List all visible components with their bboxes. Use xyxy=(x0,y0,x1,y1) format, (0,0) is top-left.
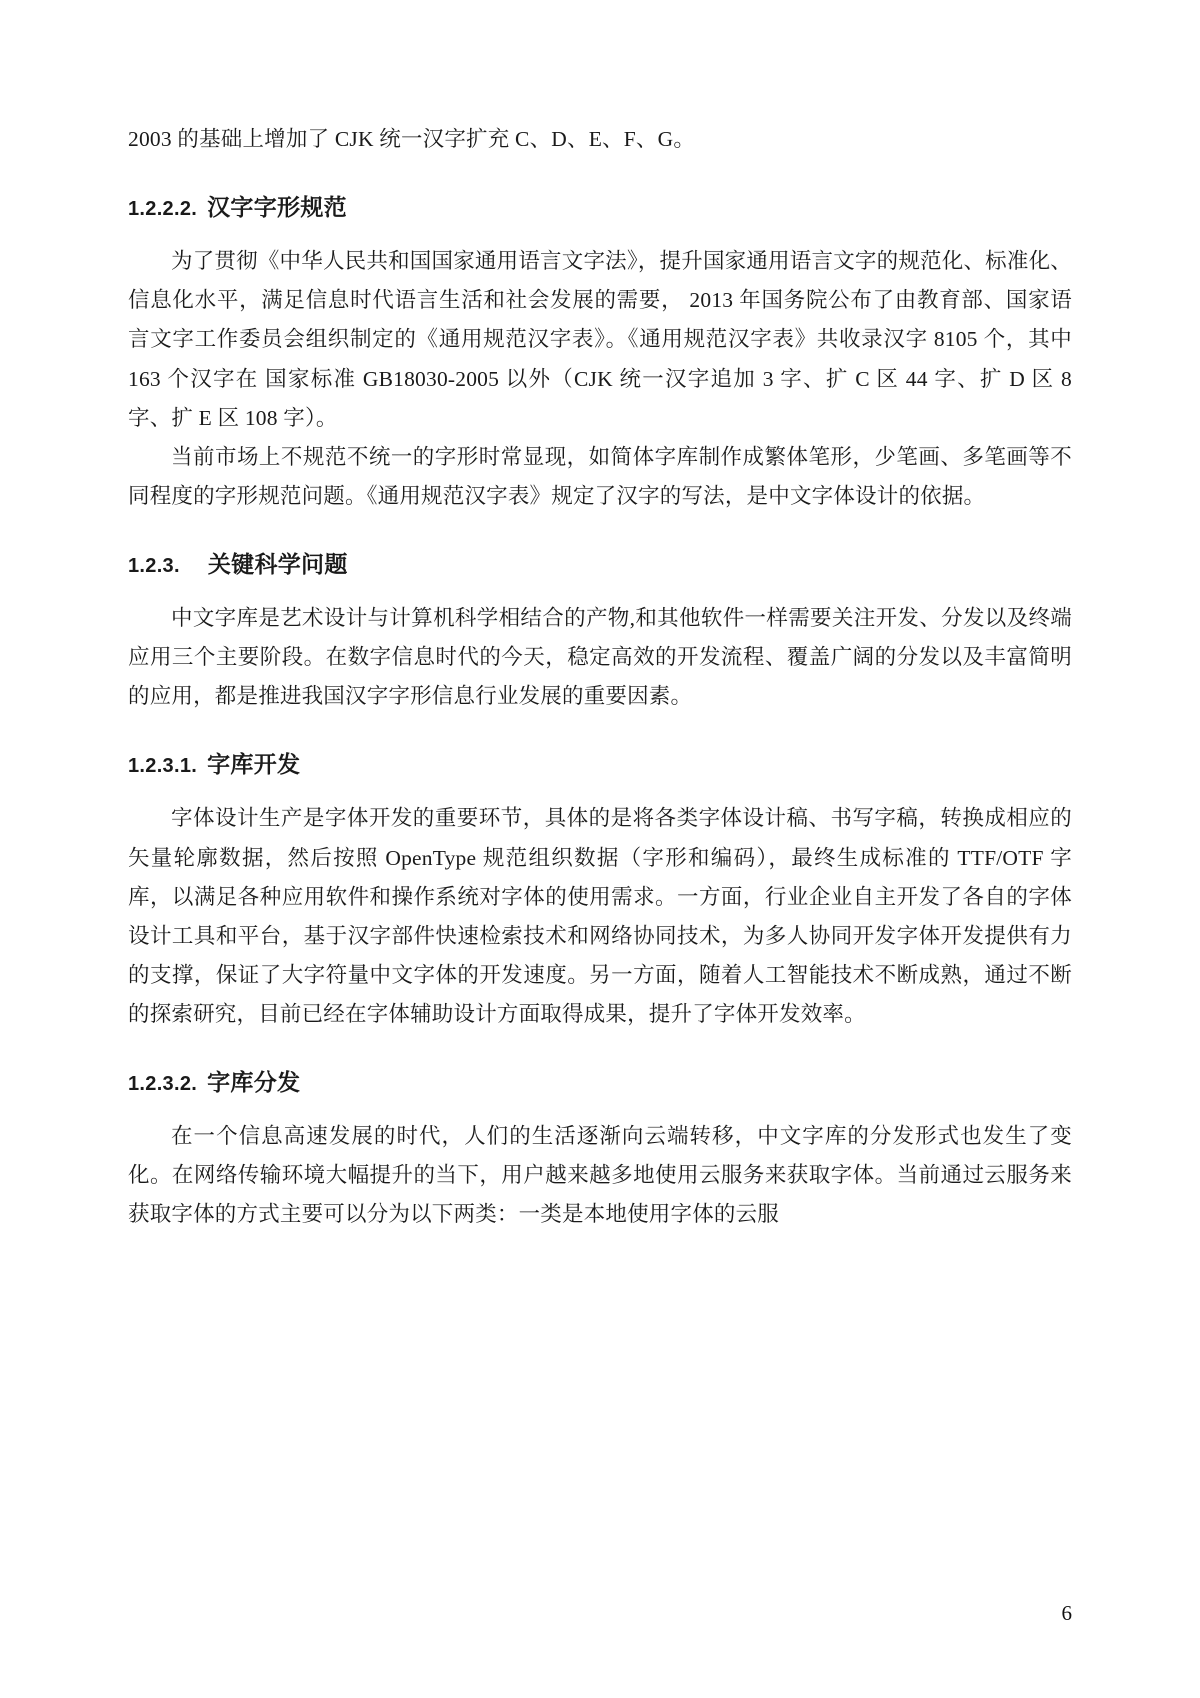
heading-1-2-2-2-title: 汉字字形规范 xyxy=(207,194,347,221)
heading-1-2-3-1 xyxy=(128,746,1072,779)
heading-1-2-3-1-number: 1.2.3.1. xyxy=(128,755,198,778)
heading-1-2-3-title: 关键科学问题 xyxy=(207,551,348,577)
paragraph-standard-glyph-norm-2: 当前市场上不规范不统一的字形时常显现，如简体字库制作成繁体笔形，少笔画、多笔画等不同程度的字形规范问题。《通用规范汉字表》规定了汉字的写法，是中文字体设计的依据。 xyxy=(128,444,1072,508)
heading-1-2-3-number: 1.2.3. xyxy=(128,555,180,577)
heading-1-2-2-2 xyxy=(128,189,1072,222)
heading-1-2-3-2-number: 1.2.3.2. xyxy=(128,1073,198,1096)
heading-1-2-3-2 xyxy=(128,1064,1072,1097)
page-content xyxy=(128,120,1072,1235)
paragraph-font-development: 字体设计生产是字体开发的重要环节，具体的是将各类字体设计稿、书写字稿，转换成相应的矢量轮廓数据，然后按照 OpenType 规范组织数据（字形和编码），最终生成标准的 TTF/OTF 字库，以满足各种应用软件和操作系统对字体的使用需求。一方面，行业企业自主开发了各自的字体设计工具和平台，基于汉字部件快速检索技术和网络协同技术，为多人协同开发字体开发提供有力的支撑，保证了大字符量中文字体的开发速度。另一方面，随着人工智能技术不断成熟，通过不断的探索研究，目前已经在字体辅助设计方面取得成果，提升了字体开发效率。 xyxy=(128,806,1072,1026)
page-number: 6 xyxy=(1061,1601,1072,1625)
heading-1-2-3-1-title: 字库开发 xyxy=(207,751,301,778)
paragraph-font-distribution: 在一个信息高速发展的时代，人们的生活逐渐向云端转移，中文字库的分发形式也发生了变化。在网络传输环境大幅提升的当下，用户越来越多地使用云服务来获取字体。当前通过云服务来获取字体的方式主要可以分为以下两类：一类是本地使用字体的云服 xyxy=(128,1124,1072,1227)
heading-1-2-3 xyxy=(128,546,1072,579)
paragraph-key-science-questions: 中文字库是艺术设计与计算机科学相结合的产物,和其他软件一样需要关注开发、分发以及终端应用三个主要阶段。在数字信息时代的今天，稳定高效的开发流程、覆盖广阔的分发以及丰富简明的应用，都是推进我国汉字字形信息行业发展的重要因素。 xyxy=(128,606,1072,709)
heading-1-2-2-2-number: 1.2.2.2. xyxy=(128,198,198,221)
paragraph-standard-glyph-norm-1: 为了贯彻《中华人民共和国国家通用语言文字法》，提升国家通用语言文字的规范化、标准化、信息化水平，满足信息时代语言生活和社会发展的需要， 2013 年国务院公布了由教育部、国家语言文字工作委员会组织制定的《通用规范汉字表》。《通用规范汉字表》共收录汉字 8105 个，其中 163 个汉字在 国家标准 GB18030-2005 以外（CJK 统一汉字追加 3 字、扩 C 区 44 字、扩 D 区 8 字、扩 E 区 108 字）。 xyxy=(128,249,1072,430)
paragraph-cjk-extension: 2003 的基础上增加了 CJK 统一汉字扩充 C、D、E、F、G。 xyxy=(128,127,696,151)
heading-1-2-3-2-title: 字库分发 xyxy=(207,1069,301,1096)
